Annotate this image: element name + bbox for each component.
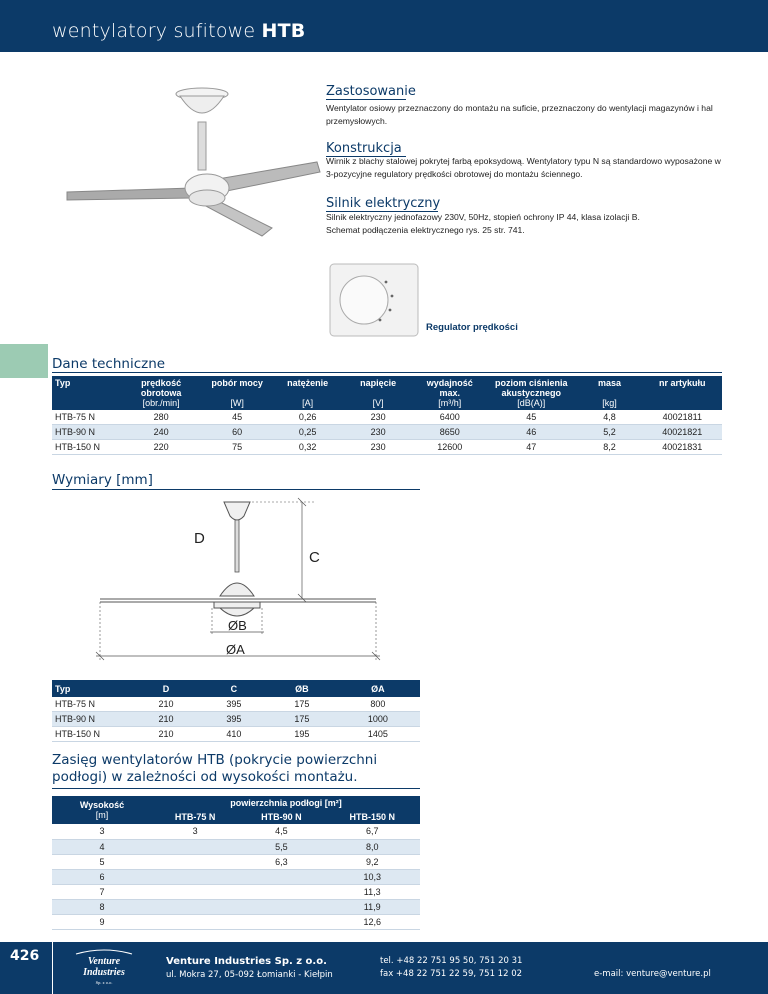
ceiling-fan-image <box>62 80 322 250</box>
table-cell: HTB-75 N <box>52 697 132 712</box>
table-cell: 0,26 <box>272 410 343 425</box>
svg-text:Sp. z o.o.: Sp. z o.o. <box>95 980 113 985</box>
table-cell <box>238 869 324 884</box>
section-heading-zastosowanie: Zastosowanie <box>326 84 416 99</box>
table-row <box>52 899 420 914</box>
table-cell: 11,9 <box>324 899 420 914</box>
dimension-diagram <box>52 488 432 670</box>
table-cell: 12600 <box>413 440 486 455</box>
col-header: poziom ciśnienia akustycznego [dB(A)] <box>486 376 576 410</box>
table-row <box>52 712 420 727</box>
coverage-table <box>52 796 420 930</box>
table-cell: 46 <box>486 425 576 440</box>
table-cell: 11,3 <box>324 884 420 899</box>
table-row <box>52 884 420 899</box>
table-cell: 40021811 <box>643 410 722 425</box>
table-row <box>52 854 420 869</box>
col-header: ØA <box>336 680 420 697</box>
table-cell: 60 <box>202 425 273 440</box>
table-cell: 3 <box>52 824 152 839</box>
heading-underline <box>52 788 420 789</box>
col-header: masa [kg] <box>576 376 642 410</box>
company-address: ul. Mokra 27, 05-092 Łomianki - Kiełpin <box>166 970 333 980</box>
col-header: ØB <box>268 680 336 697</box>
table-cell: 230 <box>343 425 414 440</box>
table-cell <box>238 884 324 899</box>
col-header: C <box>200 680 268 697</box>
table-cell: 280 <box>120 410 202 425</box>
table-cell: 9,2 <box>324 854 420 869</box>
table-cell: 8650 <box>413 425 486 440</box>
table-cell: 4,8 <box>576 410 642 425</box>
table-cell: 1405 <box>336 727 420 742</box>
table-cell: 47 <box>486 440 576 455</box>
table-cell: 175 <box>268 697 336 712</box>
table-row <box>52 869 420 884</box>
table-cell: HTB-150 N <box>52 727 132 742</box>
section-text-zastosowanie: Wentylator osiowy przeznaczony do montażu na suficie, przeznaczony do wentylacji magazynów i hal przemysłowych. <box>326 103 713 126</box>
col-header: Wysokość [m] <box>52 796 152 824</box>
title-bold: HTB <box>261 20 306 42</box>
dim-label-a: ØA <box>226 642 245 657</box>
col-header: D <box>132 680 200 697</box>
col-header: pobór mocy [W] <box>202 376 273 410</box>
dim-label-c: C <box>309 549 320 566</box>
table-cell: 210 <box>132 697 200 712</box>
table-cell: 4 <box>52 839 152 854</box>
table-cell <box>152 884 238 899</box>
table-row <box>52 727 420 742</box>
dimensions-table <box>52 680 420 742</box>
page-header <box>0 0 768 52</box>
table-row <box>52 425 722 440</box>
table-cell: 7 <box>52 884 152 899</box>
table-cell: HTB-90 N <box>52 425 120 440</box>
table-cell: 1000 <box>336 712 420 727</box>
table-cell: 800 <box>336 697 420 712</box>
table-cell: 230 <box>343 410 414 425</box>
table-cell: 240 <box>120 425 202 440</box>
col-header: powierzchnia podłogi [m²] <box>152 796 420 810</box>
table-cell: 8,0 <box>324 839 420 854</box>
title-prefix: wentylatory sufitowe <box>52 20 262 42</box>
svg-text:Venture: Venture <box>87 956 121 967</box>
col-header: prędkość obrotowa [obr./min] <box>120 376 202 410</box>
col-header: Typ <box>52 680 132 697</box>
dim-label-b: ØB <box>228 618 247 633</box>
table-cell: 395 <box>200 712 268 727</box>
company-name: Venture Industries Sp. z o.o. <box>166 956 327 967</box>
svg-text:Industries: Industries <box>83 967 125 978</box>
table-cell: 40021831 <box>643 440 722 455</box>
venture-logo <box>72 948 136 988</box>
table-cell: 4,5 <box>238 824 324 839</box>
table-cell <box>152 869 238 884</box>
page-footer <box>0 942 768 994</box>
page-title <box>52 20 305 42</box>
table-cell: 8,2 <box>576 440 642 455</box>
col-header: HTB-150 N <box>324 810 420 824</box>
table-cell: 6400 <box>413 410 486 425</box>
table-cell: HTB-90 N <box>52 712 132 727</box>
table-cell <box>152 854 238 869</box>
section-heading-wymiary: Wymiary [mm] <box>52 472 153 488</box>
table-cell: 45 <box>486 410 576 425</box>
table-cell: 210 <box>132 712 200 727</box>
side-marker <box>0 344 48 378</box>
table-cell <box>152 899 238 914</box>
table-cell: 5,5 <box>238 839 324 854</box>
table-cell: 5,2 <box>576 425 642 440</box>
table-row <box>52 410 722 425</box>
table-cell: 9 <box>52 914 152 929</box>
table-cell <box>238 899 324 914</box>
col-header: Typ <box>52 376 120 410</box>
table-cell: 230 <box>343 440 414 455</box>
table-cell: 75 <box>202 440 273 455</box>
fax-number: fax +48 22 751 22 59, 751 12 02 <box>380 969 523 979</box>
table-row <box>52 914 420 929</box>
section-text-silnik-2: Schemat podłączenia elektrycznego rys. 25 str. 741. <box>326 225 525 235</box>
table-cell: 6 <box>52 869 152 884</box>
table-cell: 220 <box>120 440 202 455</box>
speed-regulator-image <box>316 258 426 338</box>
col-header: wydajność max. [m³/h] <box>413 376 486 410</box>
table-cell: 6,3 <box>238 854 324 869</box>
table-cell: 40021821 <box>643 425 722 440</box>
col-header: nr artykułu <box>643 376 722 410</box>
section-heading-konstrukcja: Konstrukcja <box>326 141 402 156</box>
table-cell: 3 <box>152 824 238 839</box>
table-cell: 0,32 <box>272 440 343 455</box>
col-header: HTB-90 N <box>238 810 324 824</box>
heading-underline <box>326 99 406 100</box>
table-row <box>52 824 420 839</box>
table-cell: 8 <box>52 899 152 914</box>
table-cell: 395 <box>200 697 268 712</box>
section-heading-dane: Dane techniczne <box>52 356 166 372</box>
table-cell: HTB-75 N <box>52 410 120 425</box>
col-header: natężenie [A] <box>272 376 343 410</box>
section-text-silnik-1: Silnik elektryczny jednofazowy 230V, 50Hz, stopień ochrony IP 44, klasa izolacji B. <box>326 212 640 222</box>
technical-data-table <box>52 376 722 455</box>
regulator-label: Regulator prędkości <box>426 322 518 333</box>
table-cell: 0,25 <box>272 425 343 440</box>
table-cell <box>152 839 238 854</box>
table-row <box>52 440 722 455</box>
table-cell: HTB-150 N <box>52 440 120 455</box>
phone-number: tel. +48 22 751 95 50, 751 20 31 <box>380 956 523 966</box>
section-heading-zasieg-2: podłogi) w zależności od wysokości montażu. <box>52 769 358 785</box>
section-text-konstrukcja: Wirnik z blachy stalowej pokrytej farbą epoksydową. Wentylatory typu N są standardowo wyposażone w 3-pozycyjne regulatory prędkości obrotowej do montażu ściennego. <box>326 156 721 179</box>
table-row <box>52 697 420 712</box>
table-cell: 410 <box>200 727 268 742</box>
section-heading-silnik: Silnik elektryczny <box>326 196 441 211</box>
page-number: 426 <box>10 948 40 964</box>
table-row <box>52 839 420 854</box>
table-cell: 5 <box>52 854 152 869</box>
dim-label-d: D <box>194 530 205 547</box>
table-cell: 195 <box>268 727 336 742</box>
table-cell: 175 <box>268 712 336 727</box>
table-cell: 45 <box>202 410 273 425</box>
table-cell: 10,3 <box>324 869 420 884</box>
footer-divider <box>52 942 53 994</box>
section-heading-zasieg-1: Zasięg wentylatorów HTB (pokrycie powierzchni <box>52 752 378 768</box>
table-cell: 210 <box>132 727 200 742</box>
table-cell <box>238 914 324 929</box>
table-cell: 6,7 <box>324 824 420 839</box>
col-header: HTB-75 N <box>152 810 238 824</box>
table-cell <box>152 914 238 929</box>
col-header: napięcie [V] <box>343 376 414 410</box>
table-cell: 12,6 <box>324 914 420 929</box>
heading-underline <box>52 372 722 373</box>
email-address: e-mail: venture@venture.pl <box>594 969 711 979</box>
